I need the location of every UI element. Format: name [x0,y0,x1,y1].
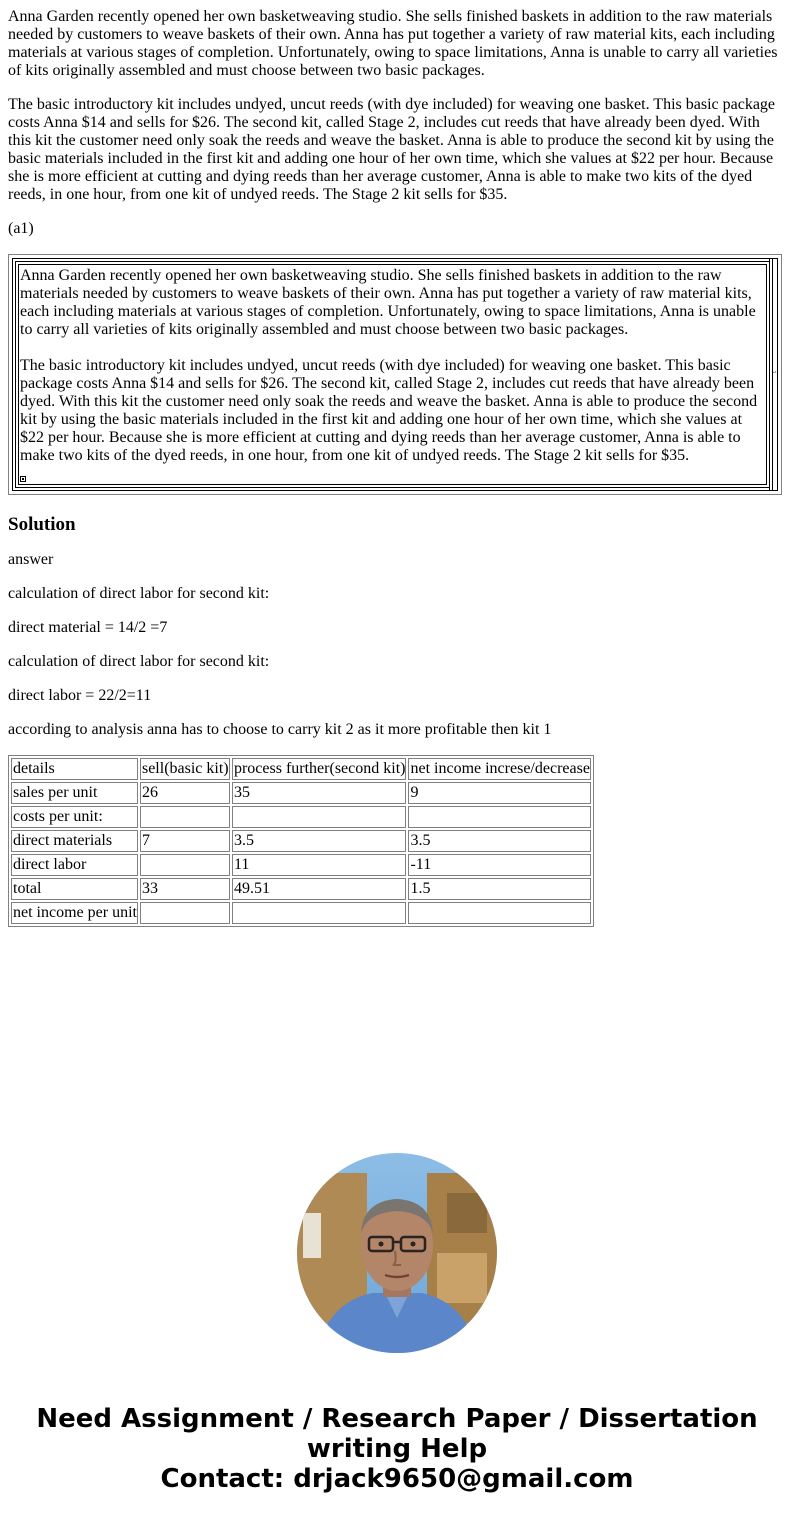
solution-line: direct labor = 22/2=11 [8,687,152,704]
footer-contact: Contact: drjack9650@gmail.com [160,1464,634,1494]
table-cell [232,902,407,924]
table-cell [140,806,230,828]
table-cell: 1.5 [408,878,590,900]
table-cell: sell(basic kit) [140,758,230,780]
table-row [11,854,591,876]
tick-marks: ˋˊ [771,371,776,382]
question-paragraph-1: Anna Garden recently opened her own basketweaving studio. She sells finished baskets in addition to the raw materials needed by customers to weave baskets of their own. Anna has put together a variety of raw material kits, each including materials at various stages of completion. Unfortunately, owing to space limitations, Anna is unable to carry all varieties of kits originally assembled and must choose between two basic packages. [8,8,778,79]
table-cell: sales per unit [11,782,138,804]
table-cell [408,902,590,924]
table-cell [140,854,230,876]
table-cell: direct materials [11,830,138,852]
side-scroll-cell[interactable] [769,258,778,491]
question-label: (a1) [8,220,34,237]
author-portrait [297,1153,497,1353]
embedded-question-border [15,261,770,488]
footer-line-1: Need Assignment / Research Paper / Dissertation [36,1404,758,1434]
table-cell: 9 [408,782,590,804]
embedded-question-frame [8,254,782,495]
solution-line: calculation of direct labor for second kit: [8,585,270,602]
table-cell: -11 [408,854,590,876]
table-cell: total [11,878,138,900]
table-cell: 7 [140,830,230,852]
table-cell: 33 [140,878,230,900]
footer-banner [0,1404,794,1494]
embedded-paragraph-2: The basic introductory kit includes undyed, uncut reeds (with dye included) for weaving one basket. This basic package costs Anna $14 and sells for $26. The second kit, called Stage 2, includes cut reeds that have already been dyed. With this kit the customer need only soak the reeds and weave the basket. Anna is able to produce the second kit by using the basic materials included in the first kit and adding one hour of her own time, which she values at $22 per hour. Because she is more efficient at cutting and dying reeds than her average customer, Anna is able to make two kits of the dyed reeds, in one hour, from one kit of undyed reeds. The Stage 2 kit sells for $35. [20,357,758,464]
table-row [11,830,591,852]
table-cell: costs per unit: [11,806,138,828]
solution-line: direct material = 14/2 =7 [8,619,168,636]
embedded-paragraph-1: Anna Garden recently opened her own basketweaving studio. She sells finished baskets in addition to the raw materials needed by customers to weave baskets of their own. Anna has put together a variety of raw material kits, each including materials at various stages of completion. Unfortunately, owing to space limitations, Anna is unable to carry all varieties of kits originally assembled and must choose between two basic packages. [20,267,756,338]
table-cell: 49.51 [232,878,407,900]
table-cell: 35 [232,782,407,804]
solution-heading: Solution [8,514,76,535]
question-paragraph-2: The basic introductory kit includes undyed, uncut reeds (with dye included) for weaving one basket. This basic package costs Anna $14 and sells for $26. The second kit, called Stage 2, includes cut reeds that have already been dyed. With this kit the customer need only soak the reeds and weave the basket. Anna is able to produce the second kit by using the basic materials included in the first kit and adding one hour of her own time, which she values at $22 per hour. Because she is more efficient at cutting and dying reeds than her average customer, Anna is able to make two kits of the dyed reeds, in one hour, from one kit of undyed reeds. The Stage 2 kit sells for $35. [8,96,776,203]
table-row [11,782,591,804]
table-row [11,902,591,924]
table-cell: direct labor [11,854,138,876]
analysis-table [8,755,594,927]
solution-line: according to analysis anna has to choose to carry kit 2 as it more profitable then kit 1 [8,721,552,738]
table-cell: 3.5 [408,830,590,852]
embedded-question-body [18,264,767,485]
table-cell: 26 [140,782,230,804]
table-row [11,758,591,780]
table-row [11,878,591,900]
table-cell: net income per unit [11,902,138,924]
solution-line: calculation of direct labor for second kit: [8,653,270,670]
embedded-question-cell [12,258,773,491]
table-cell: details [11,758,138,780]
table-cell [140,902,230,924]
table-cell: process further(second kit) [232,758,407,780]
table-cell [408,806,590,828]
expand-icon[interactable] [20,476,26,482]
table-cell: 3.5 [232,830,407,852]
table-row [11,806,591,828]
table-cell: 11 [232,854,407,876]
table-cell [232,806,407,828]
author-avatar [297,1153,497,1353]
solution-line: answer [8,551,54,568]
table-cell: net income increse/decrease [408,758,590,780]
footer-line-2: writing Help [306,1434,488,1464]
